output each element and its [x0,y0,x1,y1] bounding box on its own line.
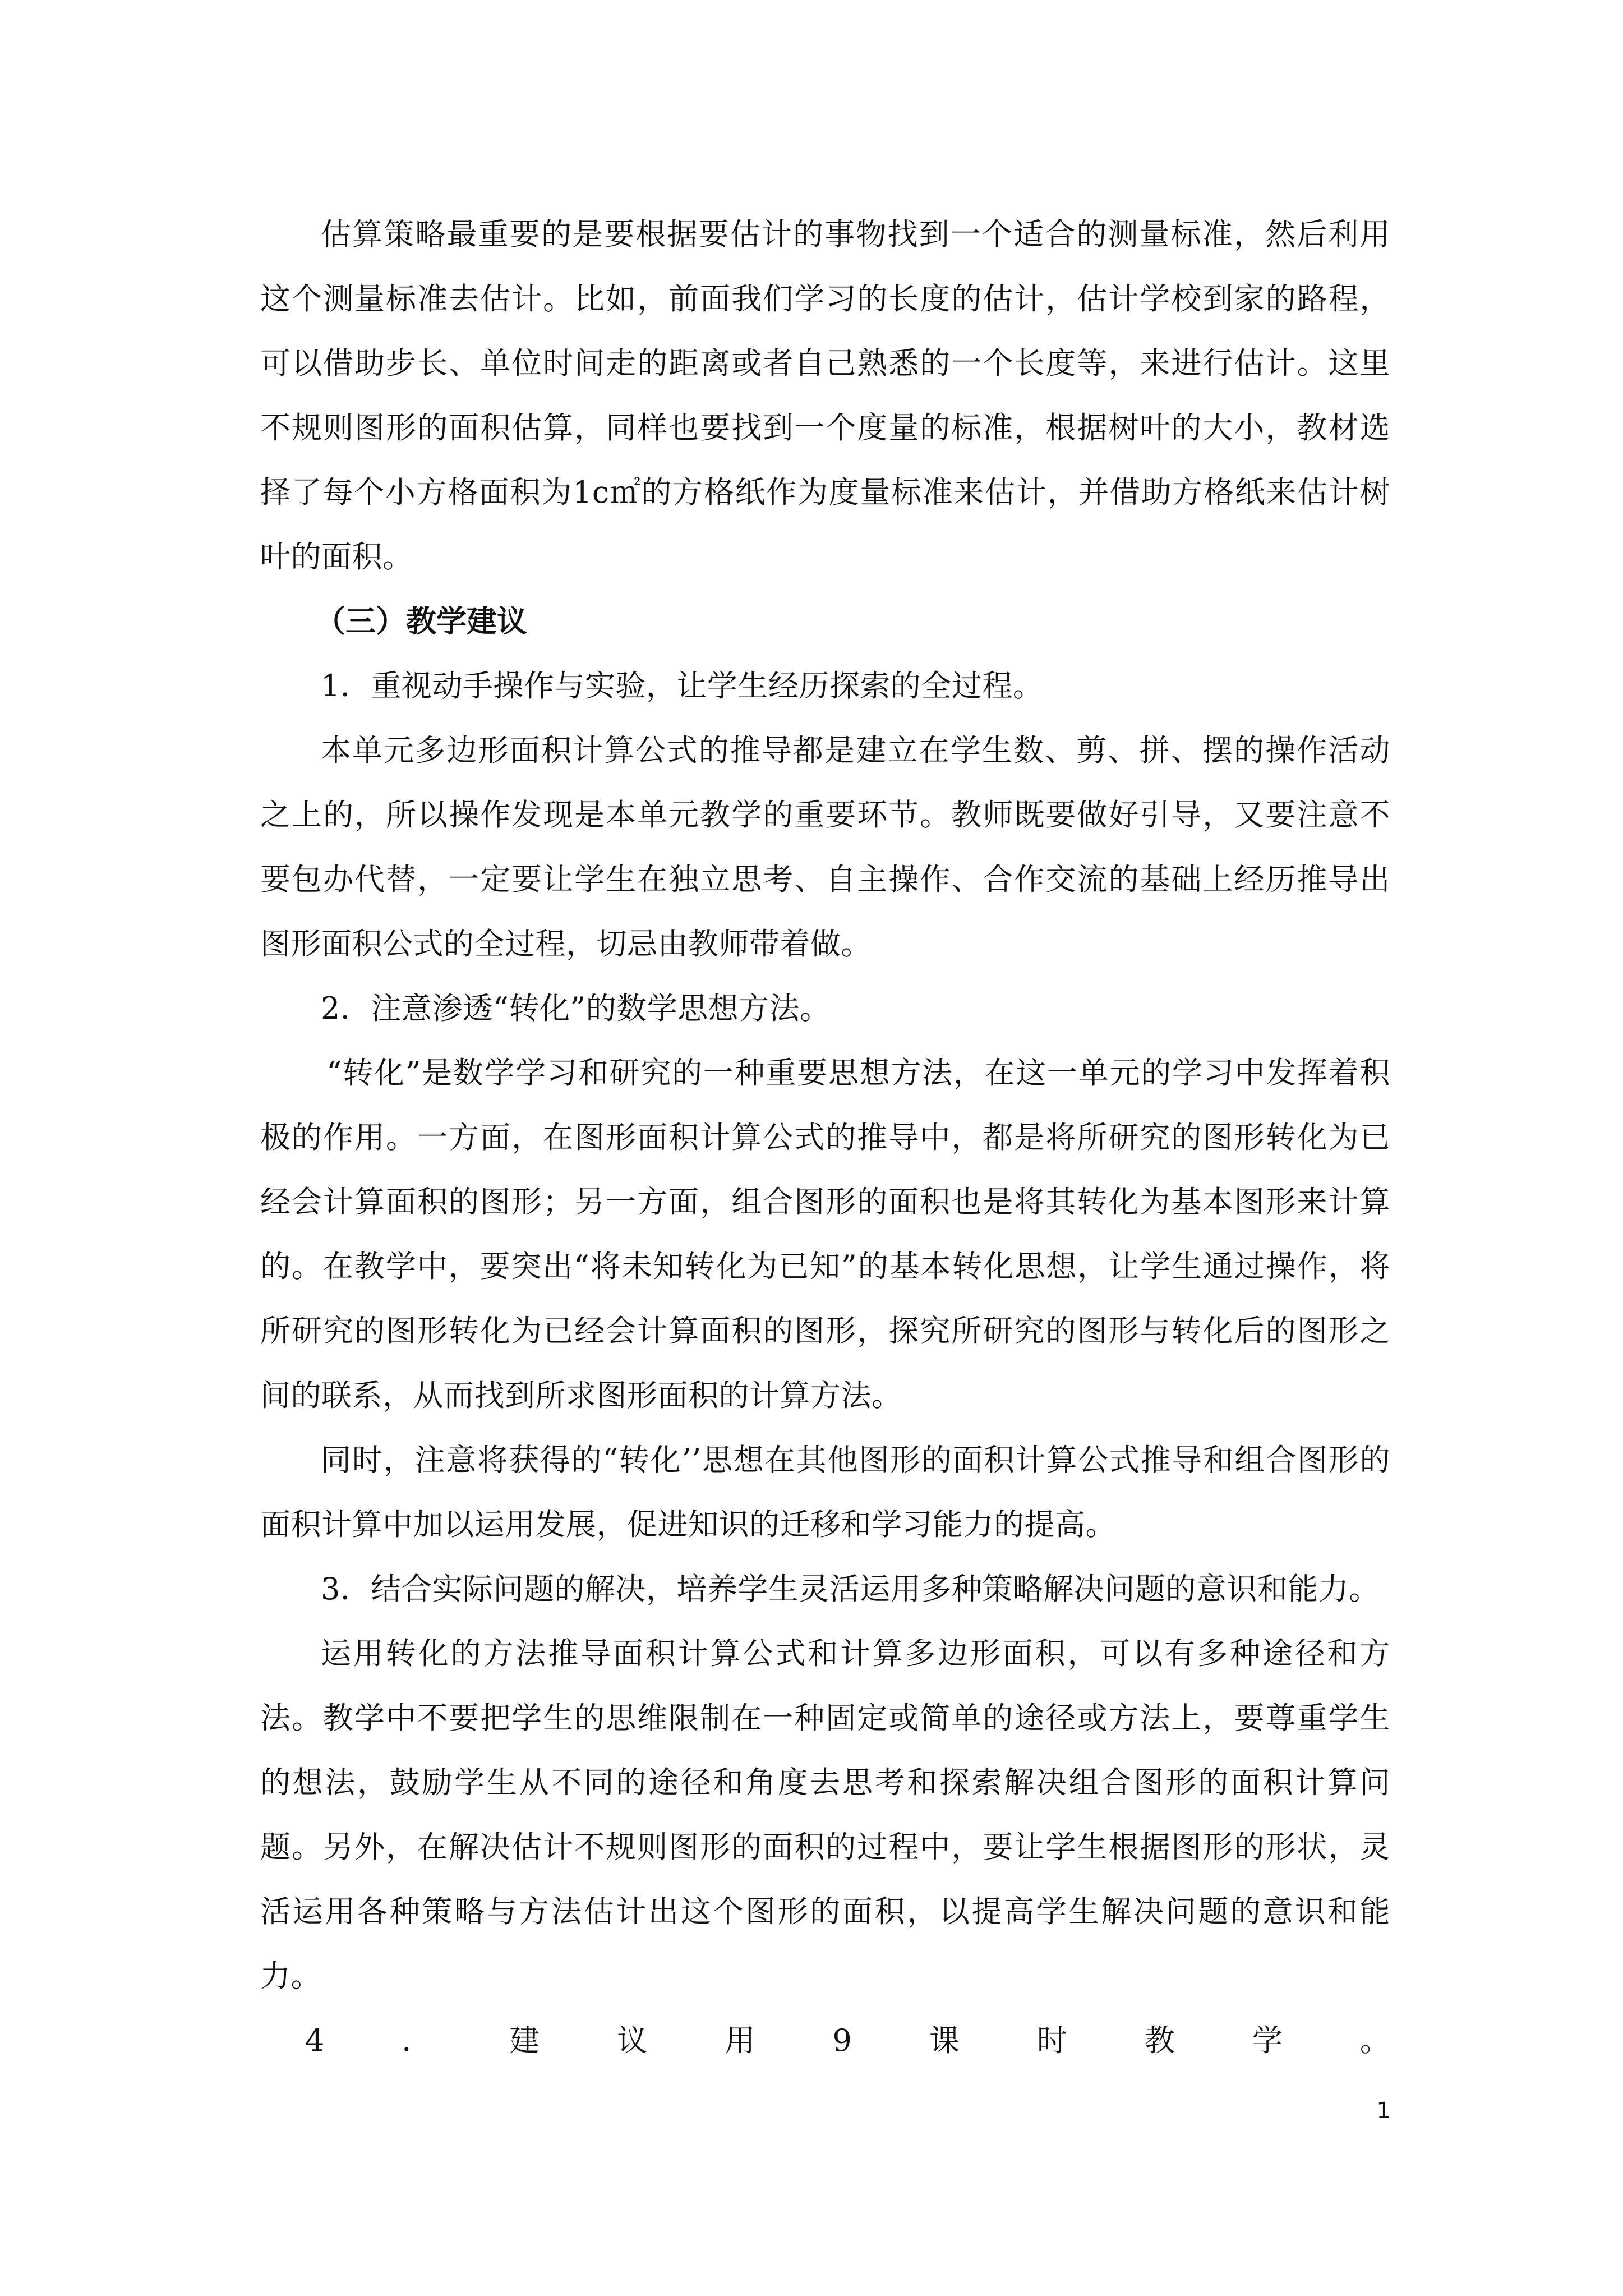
suggestion-1-title: 1．重视动手操作与实验，让学生经历探索的全过程。 [321,668,1044,703]
spaced-char: 。 [1359,2023,1390,2058]
paragraph-transformation-application: 同时，注意将获得的“转化’’思想在其他图形的面积计算公式推导和组合图形的面积计算中加以运用发展，促进知识的迁移和学习能力的提高。 [260,1442,1390,1542]
suggestion-4-spaced-line [260,2008,1390,2073]
spaced-char: 学 [1252,2023,1283,2058]
suggestion-2-title: 2．注意渗透“转化”的数学思想方法。 [321,991,831,1026]
spaced-char: 时 [1036,2023,1067,2058]
spaced-char: 4 [305,2023,325,2058]
paragraph-multiple-strategies: 运用转化的方法推导面积计算公式和计算多边形面积，可以有多种途径和方法。教学中不要把学生的思维限制在一种固定或简单的途径或方法上，要尊重学生的想法，鼓励学生从不同的途径和角度去思考和探索解决组合图形的面积计算问题。另外，在解决估计不规则图形的面积的过程中，要让学生根据图形的形状，灵活运用各种策略与方法估计出这个图形的面积，以提高学生解决问题的意识和能力。 [260,1636,1390,1994]
suggestion-3-title: 3．结合实际问题的解决，培养学生灵活运用多种策略解决问题的意识和能力。 [321,1571,1380,1607]
spaced-char: 议 [617,2023,648,2058]
document-body [260,202,1390,2073]
spaced-char: 课 [929,2023,960,2058]
spaced-char: ． [402,2023,432,2058]
spaced-char: 建 [509,2023,540,2058]
paragraph-hands-on-operation: 本单元多边形面积计算公式的推导都是建立在学生数、剪、拼、摆的操作活动之上的，所以操作发现是本单元教学的重要环节。教师既要做好引导，又要注意不要包办代替，一定要让学生在独立思考、自主操作、合作交流的基础上经历推导出图形面积公式的全过程，切忌由教师带着做。 [260,733,1390,961]
spaced-char: 9 [832,2023,852,2058]
page-number: 1 [1376,2098,1391,2124]
spaced-char: 教 [1144,2023,1175,2058]
section-heading-teaching-suggestions: （三）教学建议 [315,604,527,639]
spaced-char: 用 [725,2023,755,2058]
paragraph-estimation-strategy: 估算策略最重要的是要根据要估计的事物找到一个适合的测量标准，然后利用这个测量标准去估计。比如，前面我们学习的长度的估计，估计学校到家的路程，可以借助步长、单位时间走的距离或者自己熟悉的一个长度等，来进行估计。这里不规则图形的面积估算，同样也要找到一个度量的标准，根据树叶的大小，教材选择了每个小方格面积为1c㎡的方格纸作为度量标准来估计，并借助方格纸来估计树叶的面积。 [260,217,1390,574]
paragraph-transformation-thinking: “转化”是数学学习和研究的一种重要思想方法，在这一单元的学习中发挥着积极的作用。一方面，在图形面积计算公式的推导中，都是将所研究的图形转化为已经会计算面积的图形；另一方面，组合图形的面积也是将其转化为基本图形来计算的。在教学中，要突出“将未知转化为已知”的基本转化思想，让学生通过操作，将所研究的图形转化为已经会计算面积的图形，探究所研究的图形与转化后的图形之间的联系，从而找到所求图形面积的计算方法。 [260,1055,1390,1413]
